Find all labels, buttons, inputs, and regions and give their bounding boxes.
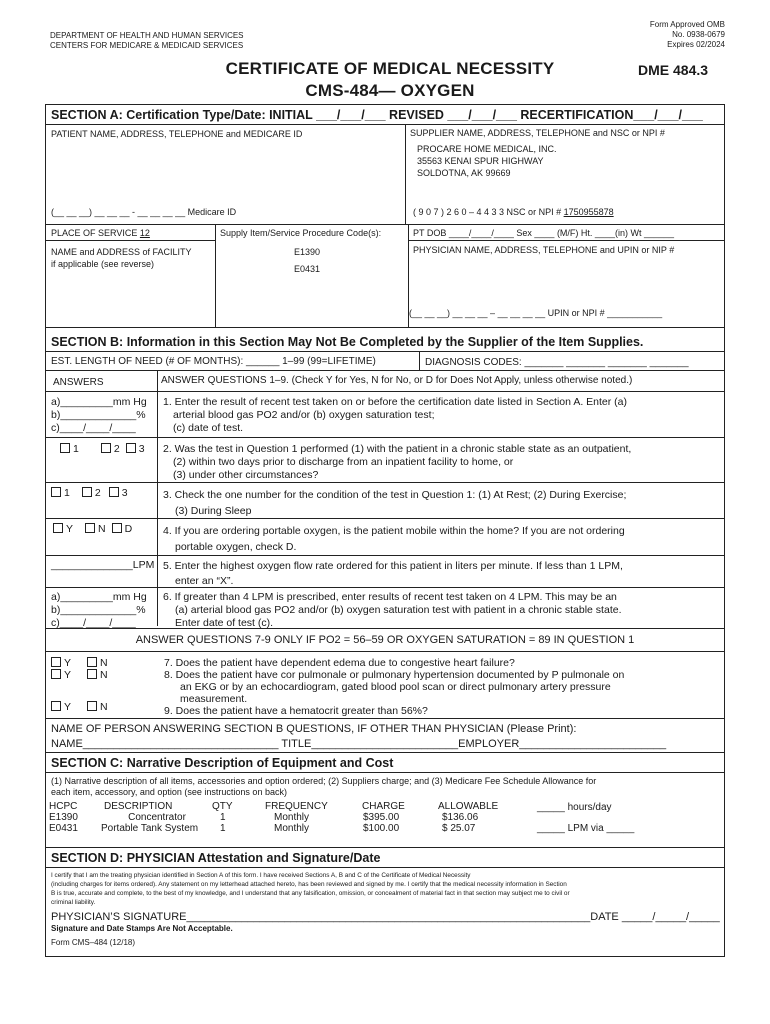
supplier-label: SUPPLIER NAME, ADDRESS, TELEPHONE and NSC or NPI # [410, 128, 665, 138]
patient-dob-sex-ht-wt[interactable]: PT DOB ____/____/____ Sex ____ (M/F) Ht. ____(in) Wt ______ [413, 228, 674, 238]
title-line-1: CERTIFICATE OF MEDICAL NECESSITY [225, 59, 555, 78]
question-4 [163, 523, 625, 555]
checkbox-icon[interactable] [101, 443, 111, 453]
checkbox-icon[interactable] [51, 669, 61, 679]
q7-option-n[interactable]: N [87, 657, 108, 669]
q5-line-2: enter an “X”. [175, 575, 234, 587]
stamp-note: Signature and Date Stamps Are Not Acceptable. [51, 924, 233, 933]
question-1 [163, 396, 627, 435]
q2-line-3: (3) under other circumstances? [173, 469, 319, 481]
checkbox-icon[interactable] [51, 701, 61, 711]
omb-line-3: Expires 02/2024 [667, 40, 725, 49]
physician-phone-upin[interactable]: (__ __ __) __ __ __ – __ __ __ __ UPIN or NPI # ___________ [409, 308, 663, 318]
supplier-info [417, 143, 557, 179]
equipment-table [49, 801, 499, 841]
lpm-via[interactable]: _____ LPM via _____ [537, 823, 635, 834]
q1-answers[interactable] [51, 396, 147, 435]
q5-answer-lpm[interactable]: ______________LPM [51, 559, 155, 571]
col-frequency: FREQUENCY [265, 801, 328, 812]
section-b-instructions: ANSWER QUESTIONS 1–9. (Check Y for Yes, N for No, or D for Does Not Apply, unless otherwise noted.) [161, 375, 633, 386]
physician-signature-date[interactable]: PHYSICIAN’S SIGNATURE__________________________________________________________________DATE _____/_____/_____ [51, 911, 720, 923]
question-8-line-3: measurement. [180, 693, 248, 705]
supplier-address-2: SOLDOTNA, AK 99669 [417, 168, 511, 178]
row2-description: Portable Tank System [101, 823, 199, 834]
q2-line-2: (2) within two days prior to discharge from an inpatient facility to home, or [173, 456, 514, 468]
q3-line-1: 3. Check the one number for the condition of the test in Question 1: (1) At Rest; (2) During Exercise; [163, 489, 627, 501]
q3-option-3[interactable]: 3 [109, 487, 128, 499]
col-hcpc: HCPC [49, 801, 78, 812]
checkbox-icon[interactable] [109, 487, 119, 497]
facility-label-2: if applicable (see reverse) [51, 259, 155, 269]
q8-option-y[interactable]: Y [51, 669, 71, 681]
agency-header [50, 31, 244, 51]
attestation-line-4: criminal liability. [51, 899, 96, 906]
place-of-service [51, 228, 150, 238]
procedure-code-1: E1390 [294, 247, 321, 257]
question-5 [163, 559, 623, 589]
q3-line-2: (3) During Sleep [175, 505, 252, 517]
attestation-line-2: (including charges for items ordered). Any statement on my letterhead attached hereto, has been reviewed and signed by me. I certify that the medical necessity information in Section [51, 881, 567, 888]
q1-answer-c[interactable]: c)____/____/____ [51, 422, 136, 434]
question-6 [163, 591, 622, 630]
question-8-line-2: an EKG or by an echocardiogram, gated blood pool scan or direct pulmonary artery pressure [180, 681, 611, 693]
section-c-heading: SECTION C: Narrative Description of Equipment and Cost [51, 756, 394, 770]
q2-option-3[interactable]: 3 [126, 443, 145, 455]
patient-label: PATIENT NAME, ADDRESS, TELEPHONE and MEDICARE ID [51, 129, 303, 139]
row1-hcpc: E1390 [49, 812, 78, 823]
checkbox-icon[interactable] [87, 701, 97, 711]
supplier-name: PROCARE HOME MEDICAL, INC. [417, 144, 557, 154]
q1-line-2: arterial blood gas PO2 and/or (b) oxygen saturation test; [173, 409, 435, 421]
section-d-heading: SECTION D: PHYSICIAN Attestation and Signature/Date [51, 851, 381, 865]
col-allowable: ALLOWABLE [438, 801, 499, 812]
name-title-employer[interactable]: NAME________________________________ TITLE________________________EMPLOYER________________________ [51, 738, 667, 750]
row2-hcpc: E0431 [49, 823, 78, 834]
q8-checkboxes[interactable] [51, 669, 108, 682]
q3-option-1[interactable]: 1 [51, 487, 70, 499]
col-description: DESCRIPTION [104, 801, 173, 812]
question-7: 7. Does the patient have dependent edema due to congestive heart failure? [164, 657, 515, 669]
q4-line-2: portable oxygen, check D. [175, 541, 297, 553]
omb-line-2: No. 0938-0679 [672, 30, 725, 39]
row2-qty: 1 [220, 823, 226, 834]
narrative-line-2: each item, accessory, and option (see instructions on back) [51, 787, 287, 797]
form-footer: Form CMS–484 (12/18) [51, 938, 136, 947]
q7-9-heading: ANSWER QUESTIONS 7-9 ONLY IF PO2 = 56–59 OR OXYGEN SATURATION = 89 IN QUESTION 1 [135, 634, 635, 646]
question-2 [163, 443, 631, 482]
q3-option-2[interactable]: 2 [82, 487, 101, 499]
q2-line-1: 2. Was the test in Question 1 performed (1) with the patient in a chronic stable state as an outpatient, [163, 443, 632, 455]
attestation-line-3: B is true, accurate and complete, to the best of my knowledge, and I understand that any falsification, omission, or concealment of material fact in that section may subject me to civil or [51, 890, 570, 897]
row1-description: Concentrator [128, 812, 186, 823]
q9-checkboxes[interactable] [51, 701, 108, 714]
procedure-codes [294, 244, 320, 278]
q2-option-1[interactable]: 1 [60, 443, 79, 455]
name-person-answering: NAME OF PERSON ANSWERING SECTION B QUESTIONS, IF OTHER THAN PHYSICIAN (Please Print): [51, 723, 577, 735]
q4-option-y[interactable]: Y [53, 523, 73, 535]
section-c-narrative [51, 776, 596, 798]
form-code: DME 484.3 [638, 62, 709, 78]
checkbox-icon[interactable] [87, 669, 97, 679]
supply-item-label: Supply Item/Service Procedure Code(s): [220, 228, 382, 238]
supplier-phone: ( 9 0 7 ) 2 6 0 – 4 4 3 3 NSC or NPI # [413, 207, 562, 217]
dept-line-1: DEPARTMENT OF HEALTH AND HUMAN SERVICES [50, 31, 244, 40]
supplier-npi: 1750955878 [563, 207, 614, 217]
checkbox-icon[interactable] [82, 487, 92, 497]
col-charge: CHARGE [362, 801, 405, 812]
answers-label: ANSWERS [53, 377, 104, 388]
question-3 [163, 487, 626, 519]
facility-label-1: NAME and ADDRESS of FACILITY [51, 247, 192, 257]
narrative-line-1: (1) Narrative description of all items, accessories and option ordered; (2) Suppliers charge; and (3) Medicare Fee Schedule Allowance for [51, 776, 597, 786]
row1-qty: 1 [220, 812, 226, 823]
question-9: 9. Does the patient have a hematocrit greater than 56%? [164, 705, 428, 717]
diagnosis-codes[interactable]: DIAGNOSIS CODES: _______ _______ _______ _______ [425, 357, 689, 368]
est-length-of-need[interactable]: EST. LENGTH OF NEED (# OF MONTHS): ______ 1–99 (99=LIFETIME) [51, 356, 376, 367]
row1-charge: $395.00 [363, 812, 400, 823]
q6-answer-a[interactable]: a)_________mm Hg [51, 591, 147, 603]
q4-line-1: 4. If you are ordering portable oxygen, is the patient mobile within the home? If you are not ordering [163, 525, 625, 537]
q9-option-n[interactable]: N [87, 701, 108, 713]
q6-line-1: 6. If greater than 4 LPM is prescribed, enter results of recent test taken on 4 LPM. This may be an [163, 591, 617, 603]
q6-line-2: (a) arterial blood gas PO2 and/or (b) oxygen saturation test with patient in a chronic stable state. [175, 604, 622, 616]
q8-option-n[interactable]: N [87, 669, 108, 681]
title-line-2: CMS-484— OXYGEN [305, 81, 475, 100]
checkbox-icon[interactable] [51, 657, 61, 667]
hours-per-day[interactable]: _____ hours/day [537, 802, 612, 813]
row2-allowable: $ 25.07 [442, 823, 476, 834]
section-b-heading: SECTION B: Information in this Section May Not Be Completed by the Supplier of the Item Supplies. [51, 335, 644, 349]
checkbox-icon[interactable] [51, 487, 61, 497]
row2-charge: $100.00 [363, 823, 400, 834]
q4-checkboxes[interactable] [53, 523, 132, 536]
procedure-code-2: E0431 [294, 264, 321, 274]
supplier-phone-npi [413, 207, 614, 217]
q1-answer-b[interactable]: b)_____________% [51, 409, 146, 421]
q6-answer-b[interactable]: b)_____________% [51, 604, 146, 616]
checkbox-icon[interactable] [85, 523, 95, 533]
row1-frequency: Monthly [274, 812, 310, 823]
row1-allowable: $136.06 [442, 812, 479, 823]
q5-line-1: 5. Enter the highest oxygen flow rate ordered for this patient in liters per minute. If less than 1 LPM, [163, 560, 623, 572]
checkbox-icon[interactable] [126, 443, 136, 453]
q9-option-y[interactable]: Y [51, 701, 71, 713]
supplier-address-1: 35563 KENAI SPUR HIGHWAY [417, 156, 544, 166]
checkbox-icon[interactable] [112, 523, 122, 533]
q2-checkboxes[interactable] [60, 443, 145, 456]
omb-approval [650, 20, 725, 50]
q6-answer-c[interactable]: c)____/____/____ [51, 617, 136, 629]
q4-option-n[interactable]: N [85, 523, 106, 535]
checkbox-icon[interactable] [60, 443, 70, 453]
q1-answer-a[interactable]: a)_________mm Hg [51, 396, 147, 408]
q1-line-3: (c) date of test. [173, 422, 244, 434]
patient-phone-medicare-id[interactable]: (__ __ __) __ __ __ - __ __ __ __ Medicare ID [51, 207, 237, 217]
place-of-service-label: PLACE OF SERVICE [51, 228, 138, 238]
q3-checkboxes[interactable] [51, 487, 128, 500]
place-of-service-value: 12 [139, 228, 150, 238]
section-a-heading: SECTION A: Certification Type/Date: INITIAL ___/___/___ REVISED ___/___/___ RECERTIFICATION___/___/___ [51, 108, 703, 122]
questions-7-9 [164, 657, 624, 717]
col-qty: QTY [212, 801, 233, 812]
checkbox-icon[interactable] [53, 523, 63, 533]
facility-label [51, 246, 192, 270]
q6-line-3: Enter date of test (c). [175, 617, 274, 629]
q7-option-y[interactable]: Y [51, 657, 71, 669]
omb-line-1: Form Approved OMB [649, 20, 725, 29]
attestation-text [51, 871, 570, 907]
q2-option-2[interactable]: 2 [101, 443, 120, 455]
attestation-line-1: I certify that I am the treating physician identified in Section A of this form. I have received Sections A, B and C of the Certificate of Medical Necessity [51, 872, 471, 879]
checkbox-icon[interactable] [87, 657, 97, 667]
q6-answers[interactable] [51, 591, 147, 630]
q1-line-1: 1. Enter the result of recent test taken on or before the certification date listed in Section A. Enter (a) [163, 396, 628, 408]
row2-frequency: Monthly [274, 823, 310, 834]
physician-label: PHYSICIAN NAME, ADDRESS, TELEPHONE and UPIN or NIP # [413, 245, 675, 255]
question-8-line-1: 8. Does the patient have cor pulmonale or pulmonary hypertension documented by P pulmonale on [164, 669, 625, 681]
dept-line-2: CENTERS FOR MEDICARE & MEDICAID SERVICES [50, 41, 244, 50]
q4-option-d[interactable]: D [112, 523, 133, 535]
